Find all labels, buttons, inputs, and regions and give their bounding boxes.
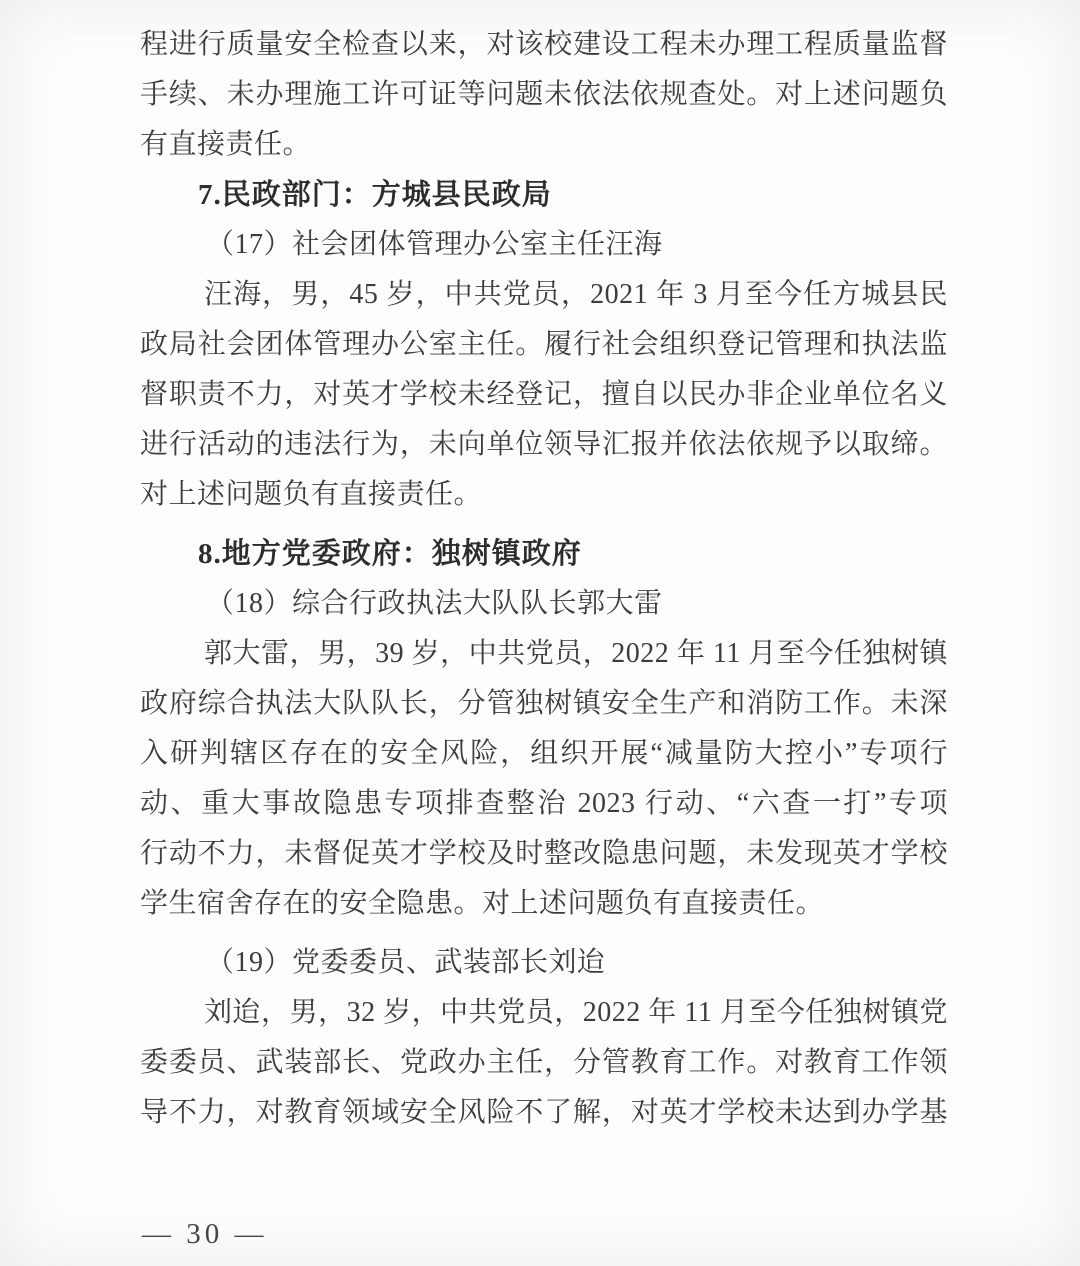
entry-title: （19）党委委员、武装部长刘迨: [206, 947, 606, 978]
text-line: 学生宿舍存在的安全隐患。对上述问题负有直接责任。: [140, 888, 825, 919]
text-line: 政局社会团体管理办公室主任。履行社会组织登记管理和执法监: [140, 329, 948, 360]
text-line: 动、重大事故隐患专项排查整治 2023 行动、“六查一打”专项: [140, 788, 948, 819]
text-line: 刘迨，男，32 岁，中共党员，2022 年 11 月至今任独树镇党: [204, 997, 948, 1028]
text-line: 郭大雷，男，39 岁，中共党员，2022 年 11 月至今任独树镇: [204, 638, 948, 669]
text-line: 入研判辖区存在的安全风险，组织开展“减量防大控小”专项行: [140, 738, 948, 769]
text-line: 对上述问题负有直接责任。: [140, 479, 483, 510]
text-line: 导不力，对教育领域安全风险不了解，对英才学校未达到办学基: [140, 1097, 948, 1128]
text-line: 有直接责任。: [140, 129, 312, 160]
text-line: 手续、未办理施工许可证等问题未依法依规查处。对上述问题负: [140, 79, 948, 110]
entry-title: （17）社会团体管理办公室主任汪海: [206, 229, 663, 260]
entry-title: （18）综合行政执法大队队长郭大雷: [206, 588, 663, 619]
text-line: 委委员、武装部长、党政办主任，分管教育工作。对教育工作领: [140, 1047, 948, 1078]
text-line: 程进行质量安全检查以来，对该校建设工程未办理工程质量监督: [140, 29, 948, 60]
text-lines-container: [140, 20, 948, 1138]
text-line: 进行活动的违法行为，未向单位领导汇报并依法依规予以取缔。: [140, 429, 948, 460]
text-line: 行动不力，未督促英才学校及时整改隐患问题，未发现英才学校: [140, 838, 948, 869]
text-line: 汪海，男，45 岁，中共党员，2021 年 3 月至今任方城县民: [204, 279, 948, 310]
section-heading: 8.地方党委政府：独树镇政府: [198, 538, 582, 570]
text-line: 政府综合执法大队队长，分管独树镇安全生产和消防工作。未深: [140, 688, 948, 719]
text-line: 督职责不力，对英才学校未经登记，擅自以民办非企业单位名义: [140, 379, 948, 410]
section-heading: 7.民政部门：方城县民政局: [198, 179, 552, 211]
page-number: — 30 —: [142, 1218, 268, 1250]
